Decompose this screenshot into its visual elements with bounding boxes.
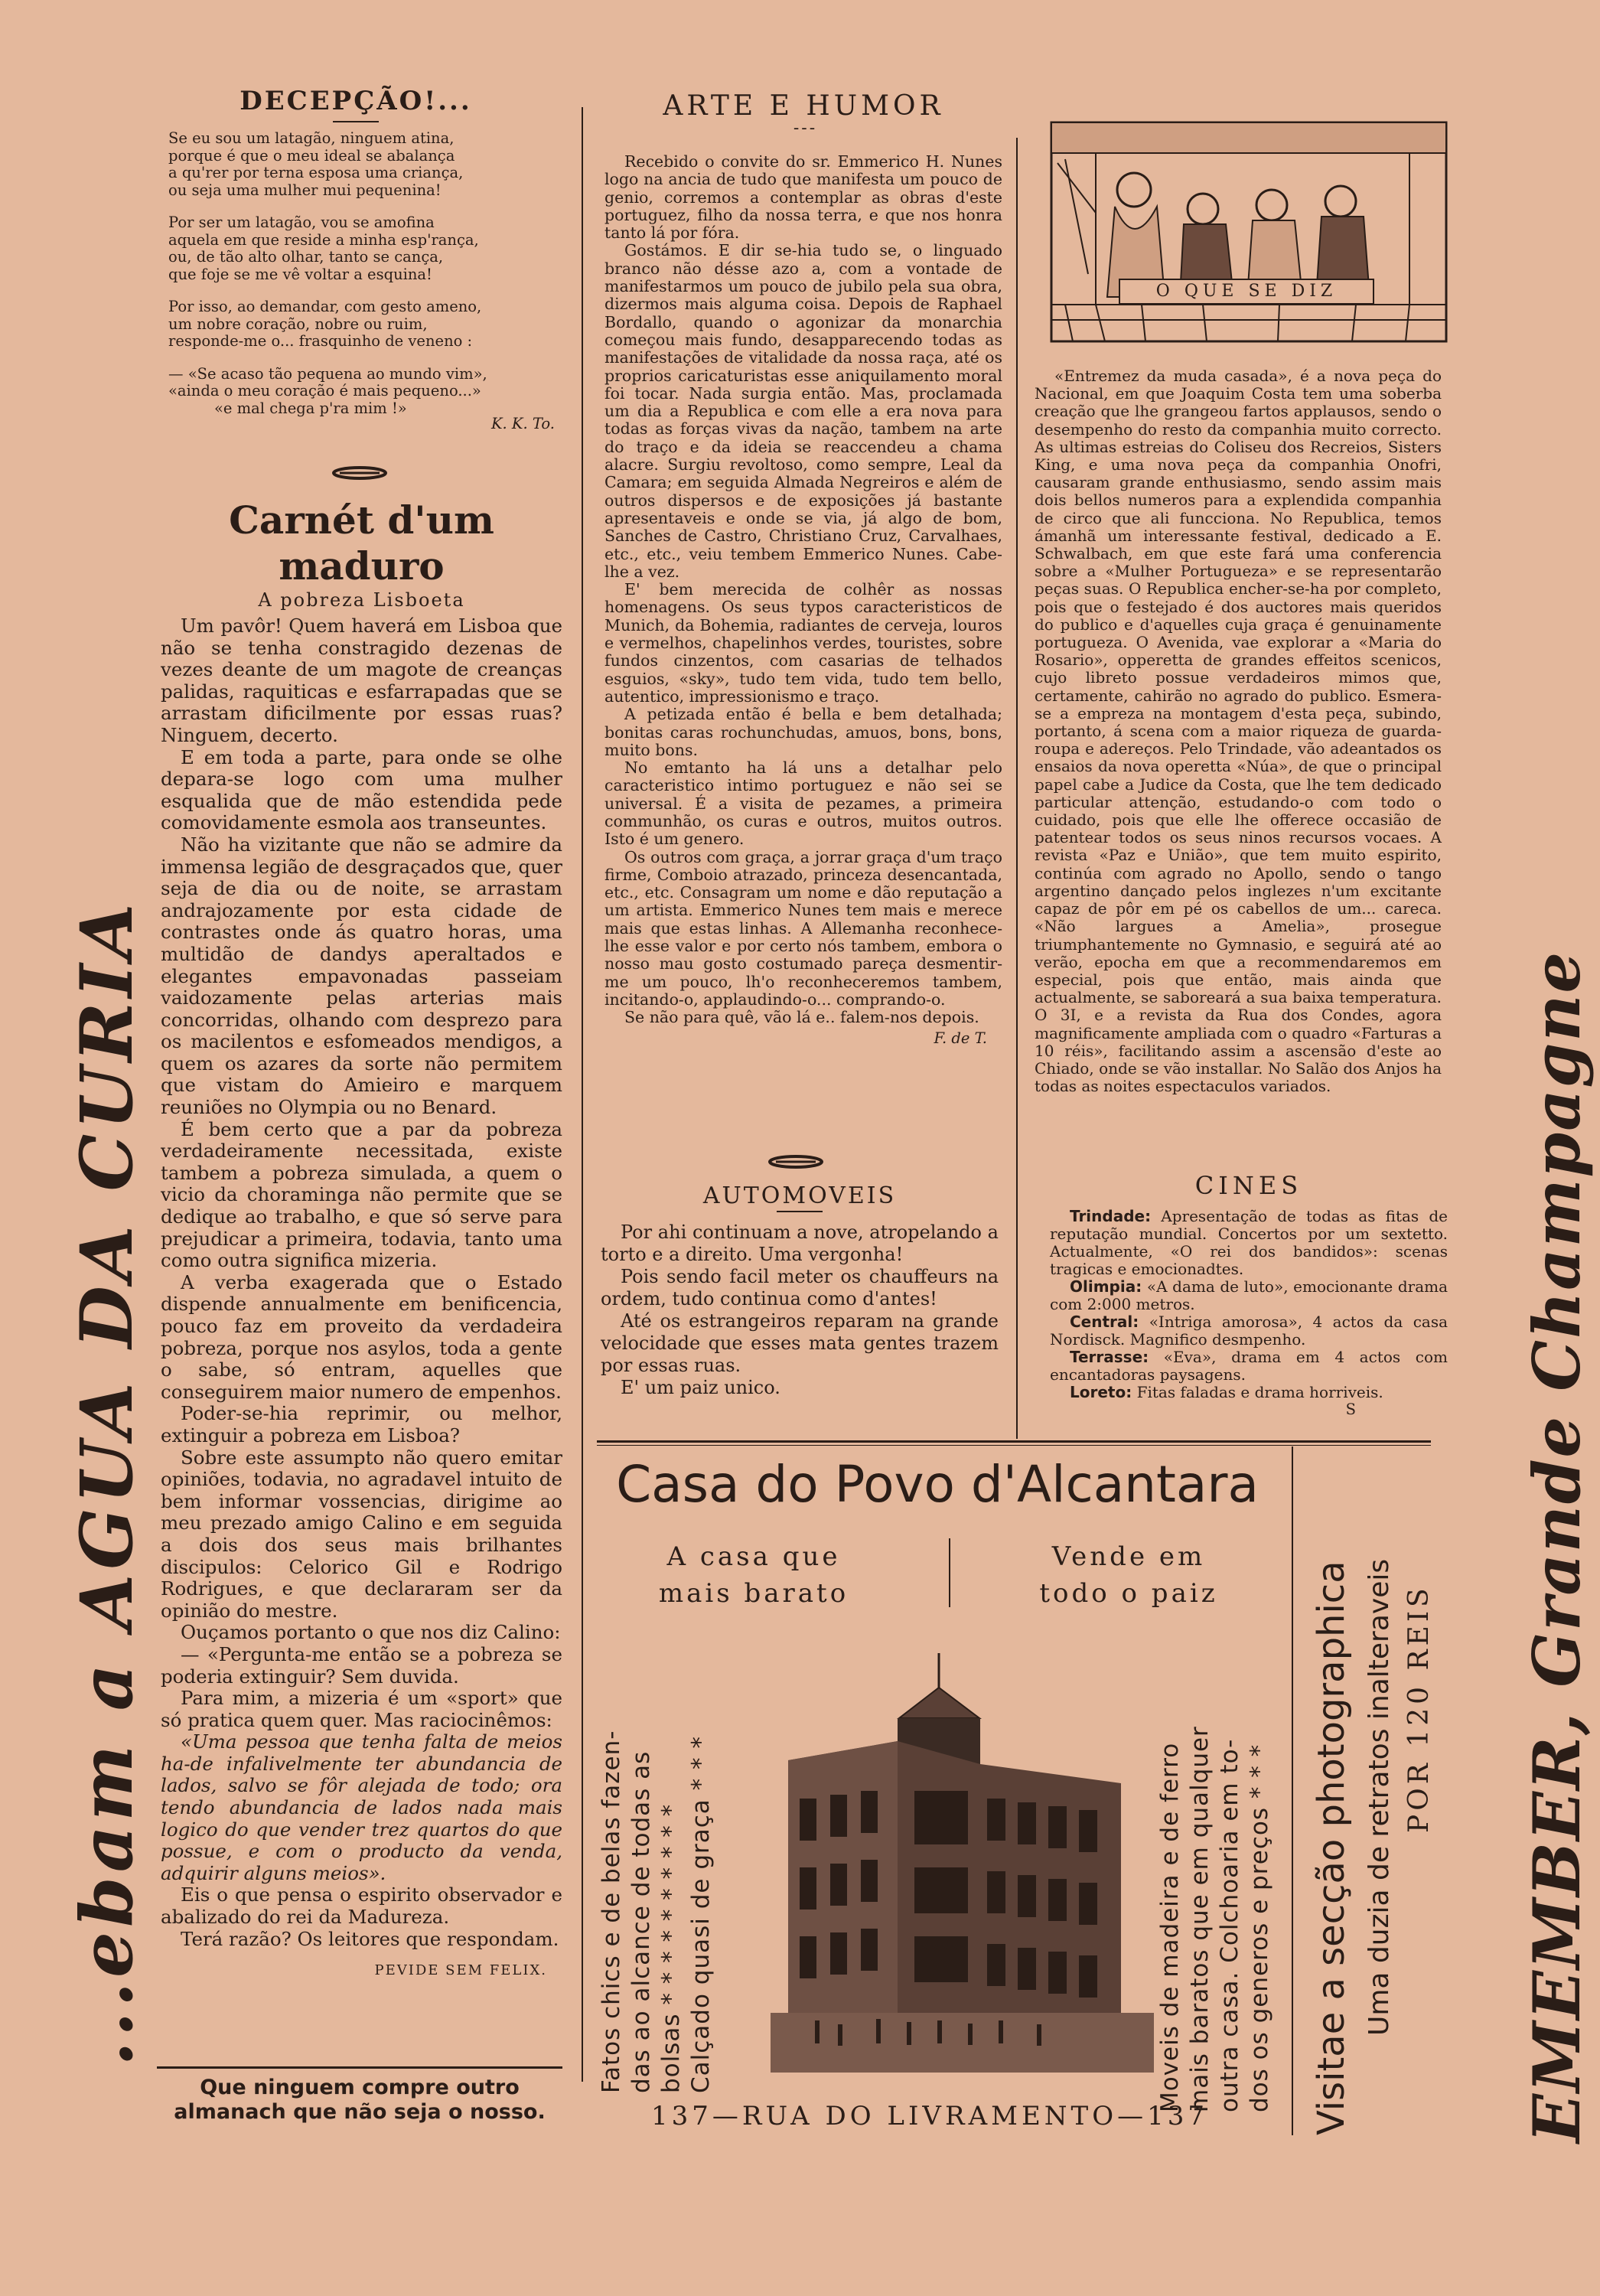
cines-signature: S <box>1345 1401 1356 1418</box>
column-divider-2 <box>1016 138 1018 1439</box>
ornament-2 <box>765 1154 826 1172</box>
arte-body: Recebido o convite do sr. Emmerico H. Nunes logo na ancia de tudo que manifesta um pouco de genio, corremos a contemplar as obras d'este portuguez, filho da nossa terra, e que nos honra tanto lá por fóra. Gostámos. E dir se-hia tudo se, o linguado branco não désse azo a, com a vontade de manifestarmos um pouco de jubilo pela sua obra, dizermos mais alguma coisa. Depois de Raphael Bordallo, quando o agonizar da monarchia começou mais fundo, desapparecendo todas as manifestações de vitalidade da nossa raça, até os proprios caricaturistas esse aniquilamento moral foi tocar. Nada surgia então. Mas, proclamada um dia a Republica e com elle a era nova para todas as forças vivas da nação, tambem na arte do traço e da ideia se reaccendeu a chama alacre. Surgiu revoltoso, como sempre, Leal da Camara; em seguida Almada Negreiros e além de outros dispersos e de exposições já bastante apresentaveis e onde se via, já algo de bom, Sanches de Castro, Christiano Cruz, Carvalhaes, etc., etc., veiu tembem Emmerico Nunes. Cabe-lhe a vez. E' bem merecida de colhêr as nossas homenagens. Os seus typos caracteristicos de Munich, da Bohemia, radiantes de cerveja, louros e vermelhos, chapelinhos verdes, touristes, sobre fundos cinzentos, com casarias de telhados esguios, «sky», tudo tem vida, tudo tem bello, autentico, impressionismo e traço. A petizada então é bella e bem detalhada; bonitas caras rochunchudas, amuos, bons, bons, muito bons. No emtanto ha lá uns a detalhar pelo caracteristico intimo portuguez e não sei se universal. É a visita de pezames, a primeira communhão, os curas e outros, muitos outros. Isto é um genero. Os outros com graça, a jorrar graça d'um traço firme, Comboio atrazado, princeza desencantada, etc., etc. Consagram um nome e dão reputação a um artista. Emmerico Nunes tem mais e merece mais que estas linhas. A Allemanha reconhece-lhe esse valor e por certo nós tambem, embora o nosso mau gosto costumado pareça desmentir-me um pouco, lh'o reconheceremos tambem, incitando-o, applaudindo-o... comprando-o. Se não para quê, vão lá e.. falem-nos depois. <box>604 152 1002 1027</box>
photo-ad-line3: POR 120 REIS <box>1403 1584 1435 1833</box>
oquesediz-illustration <box>1050 121 1448 343</box>
decepcao-title: DECEPÇÃO!... <box>240 86 472 116</box>
ad-vert-right: Moveis de madeira e de ferro mais baratos que em qualquer outra casa. Colchoaria em to- dos os generos e preços * * * <box>1156 1726 1273 2112</box>
carnet-section <box>161 497 562 1978</box>
divider-ad-top <box>597 1440 1431 1443</box>
automoveis-section: AUTOMOVEIS Por ahi continuam a nove, atropelando a torto e a direito. Uma vergonha! Pois sendo facil meter os chauffeurs na ordem, tudo continua como d'antes! Até os estrangeiros reparam na grande velocidade que esses mata gentes trazem por essas ruas. E' um paiz unico. <box>601 1182 999 1398</box>
cines-section: CINES Trindade: Apresentação de todas as fitas de reputação mundial. Concertos por um sextetto. Actualmente, «O rei dos bandidos»: scenas tragicas e emocionadtes. Olimpia: «A dama de luto», emocionante drama com 2:000 metros. Central: «Intriga amorosa», 4 actos da casa Nordisck. Magnifico desmpenho. Terrasse: «Eva», drama em 4 actos com encantadoras paysagens. Loreto: Fitas faladas e drama horriveis. S <box>1050 1171 1448 1418</box>
column-divider-3 <box>1292 1446 1293 2135</box>
footer-left: Que ninguem compre outro almanach que não seja o nosso. <box>174 2076 546 2124</box>
ad-sub-right: Vende em todo o paiz <box>1039 1541 1218 1609</box>
carnet-signature: PEVIDE SEM FELIX. <box>374 1962 547 1979</box>
cartoon-drawing <box>1050 121 1448 343</box>
ad-vert-left: Fatos chics e de belas fazen- das ao alcance de todas as bolsas * * * * * * * * * * Calçado quasi de graça * * * <box>598 1730 715 2093</box>
arte-signature: F. de T. <box>934 1029 987 1047</box>
ad-address: 137—RUA DO LIVRAMENTO—137 <box>651 2101 1208 2131</box>
divider-left-bottom <box>157 2066 562 2069</box>
arte-section: ARTE E HUMOR - - - Recebido o convite do sr. Emmerico H. Nunes logo na ancia de tudo que manifesta um pouco de genio, corremos a contemplar as obras d'este portuguez, filho da nossa terra, e que nos honra tanto lá por fóra. Gostámos. E dir se-hia tudo se, o linguado branco não désse azo a, com a vontade de manifestarmos um pouco de jubilo pela sua obra, dizermos mais alguma coisa. Depois de Raphael Bordallo, quando o agonizar da monarchia começou mais fundo, desapparecendo todas as manifestações de vitalidade da nossa raça, até os proprios caricaturistas esse aniquilamento moral foi tocar. Nada surgia então. Mas, proclamada um dia a Republica e com elle a era nova para todas as forças vivas da nação, tambem na arte do traço e da ideia se reaccendeu a chama alacre. Surgiu revoltoso, como sempre, Leal da Camara; em seguida Almada Negreiros e além de outros dispersos e de exposições já bastante apresentaveis e onde se via, já algo de bom, Sanches de Castro, Christiano Cruz, Carvalhaes, etc., etc., veiu tembem Emmerico Nunes. Cabe-lhe a vez. E' bem merecida de colhêr as nossas homenagens. Os seus typos caracteristicos de Munich, da Bohemia, radiantes de cerveja, louros e vermelhos, chapelinhos verdes, touristes, sobre fundos cinzentos, com casarias de telhados esguios, «sky», tudo tem vida, tudo tem bello, autentico, impressionismo e traço. A petizada então é bella e bem detalhada; bonitas caras rochunchudas, amuos, bons, bons, muito bons. No emtanto ha lá uns a detalhar pelo caracteristico intimo portuguez e não sei se universal. É a visita de pezames, a primeira communhão, os curas e outros, muitos outros. Isto é um genero. Os outros com graça, a jorrar graça d'um traço firme, Comboio atrazado, princeza desencantada, etc., etc. Consagram um nome e dão reputação a um artista. Emmerico Nunes tem mais e merece mais que estas linhas. A Allemanha reconhece-lhe esse valor e por certo nós tambem, embora o nosso mau gosto costumado pareça desmentir-me um pouco, lh'o reconheceremos tambem, incitando-o, applaudindo-o... comprando-o. Se não para quê, vão lá e.. falem-nos depois. F. de T. <box>604 90 1002 1047</box>
building-photo <box>769 1645 1155 2074</box>
side-ad-right: EMEMBER, Grande Champagne <box>1519 951 1595 2143</box>
cines-title: CINES <box>1194 1171 1303 1200</box>
photo-ad-line1: Visitae a secção photographica <box>1310 1561 1353 2135</box>
carnet-body: Um pavôr! Quem haverá em Lisboa que não se tenha constragido dezenas de vezes deante de um magote de creanças palidas, raquiticas e esfarrapadas que se arrastam dificilmente por essas ruas? Ninguem, decerto. E em toda a parte, para onde se olhe depara-se logo com uma mulher esqualida que de mão estendida pede comovidamente esmola aos transeuntes. Não ha vizitante que não se admire da immensa legião de desgraçados que, quer seja de dia ou de noite, se arrastam andrajozamente por esta cidade de contrastes onde ás quatro horas, uma multidão de dandys aperaltados e elegantes empavonadas passeiam vaidozamente pelas arterias mais concorridas, olhando com desprezo para os macilentos e esfomeados mendigos, a quem os azares da sorte não permitem que vistam do Amieiro e marquem reuniões no Olympia ou no Benard. É bem certo que a par da pobreza verdadeiramente necessitada, existe tambem a pobreza simulada, a quem o vicio da choraminga não permite que se dedique ao trabalho, e que só serve para prejudicar a primeira, todavia, tanto uma como outra significa mizeria. A verba exagerada que o Estado dispende annualmente em benificencia, pouco faz em proveito da verdadeira pobreza, porque nos asylos, toda a gente o sabe, só entram, aquelles que conseguirem maior numero de empenhos. Poder-se-hia reprimir, ou melhor, extinguir a pobreza em Lisboa? Sobre este assumpto não quero emitar opiniões, todavia, no agradavel intuito de bem informar vossencias, dirigime ao meu prezado amigo Calino e em seguida a dois dos seus mais brilhantes discipulos: Celorico Gil e Rodrigo Rodrigues, e que declararam ser da opinião do mestre. Ouçamos portanto o que nos diz Calino: — «Pergunta-me então se a pobreza se poderia extinguir? Sem duvida. Para mim, a mizeria é um «sport» que só pratica quem quer. Mas raciocinêmos: «Uma pessoa que tenha falta de meios ha-de infalivelmente ter abundancia de lados, salvo se fôr alejada de todo; ora tendo abundancia de lados nada mais logico do que vender trez quartos do que possue, e com o producto da venda, adquirir alguns meios». Eis o que pensa o espirito observador e abalizado do rei da Madureza. Terá razão? Os leitores que respondam. <box>161 615 562 1950</box>
decepcao-poem: Se eu sou um latagão, ninguem atina, porque é que o meu ideal se abalança a qu'rer por terna esposa uma criança, ou seja uma mulher mui pequenina! Por ser um latagão, vou se amofina aquela em que reside a minha esp'rança, ou, de tão alto olhar, tanto se cança, que foje se me vê voltar a esquina! Por isso, ao demandar, com gesto ameno, um nobre coração, nobre ou ruim, responde-me o... frasquinho de veneno : — «Se acaso tão pequena ao mundo vim», «ainda o meu coração é mais pequeno...» «e mal chega p'ra mim !» <box>168 129 487 417</box>
ornament-1 <box>329 465 390 485</box>
carnet-title: Carnét d'um maduro <box>229 497 494 589</box>
oquesediz-text: «Entremez da muda casada», é a nova peça do Nacional, em que Joaquim Costa tem uma soberba creação que lhe grangeou fartos applausos, sendo o desempenho do resto da companhia muito correcto. As ultimas estreias do Coliseu dos Recreios, Sisters King, e uma nova peça da companhia Onofri, causaram grande enthusiasmo, sendo assim mais dois bellos numeros para a explendida companhia de circo que ali funcciona. No Republica, temos ámanhã um interessante festival, dedicado a E. Schwalbach, em que este fará uma conferencia sobre a «Mulher Portugueza» e se representarão peças suas. O Republica encher-se-ha por completo, pois que o festejado é dos auctores mais queridos do publico e d'aquelles cuja graça é genuinamente portugueza. O Avenida, vae explorar a «Maria do Rosario», opperetta de grandes effeitos scenicos, cujo libreto possue verdadeiros mimos que, certamente, cahirão no agrado do publico. Esmera-se a empreza na montagem d'esta peça, subindo, portanto, á scena com a maior riqueza de guarda-roupa e adereços. Pelo Trindade, vão adeantados os ensaios da nova operetta «Núa», de que o principal papel cabe a Judice da Costa, que lhe tem dedicado particular attenção, estudando-o com todo o cuidado, pois que elle lhe offerece occasião de patentear todos os seus ninos recursos vocaes. A revista «Paz e União», que tem muito espirito, continúa com agrado no Apollo, sendo o tango argentino dançado pelos inglezes n'um excitante capaz de pôr em pé os cabellos de um... careca. «Não largues a Amelia», prosegue triumphantemente no Gymnasio, e seguirá até ao verão, epocha em que a recommendaremos em especial, pois que então, mais ainda que actualmente, se saboreará a sua baixa temperatura. O 3I, e a revista da Rua dos Condes, agora magnificamente ampliada com o quadro «Farturas a 10 réis», facilitando assim a ascensão d'este ao Chiado, onde se vão installar. No Salão dos Anjos ha todas as noites espectaculos variados. <box>1035 367 1442 1096</box>
column-divider-1 <box>582 107 583 2082</box>
side-ad-left: ...ebam a AGUA DA CURIA <box>65 899 149 2066</box>
decepcao-signature: K. K. To. <box>490 415 555 432</box>
carnet-subtitle: A pobreza Lisboeta <box>258 589 465 611</box>
photo-ad-line2: Uma duzia de retratos inalteraveis <box>1364 1558 1395 2036</box>
automoveis-title: AUTOMOVEIS <box>702 1182 897 1209</box>
ad-sub-left: A casa que mais barato <box>658 1541 849 1609</box>
arte-title: ARTE E HUMOR <box>663 90 944 122</box>
ad-sub-divider <box>949 1538 950 1607</box>
decepcao-section <box>157 86 555 433</box>
divider-ad-top-2 <box>597 1445 1431 1446</box>
ad-title: Casa do Povo d'Alcantara <box>616 1455 1259 1514</box>
oquesediz-banner: O QUE SE DIZ <box>1119 279 1374 305</box>
